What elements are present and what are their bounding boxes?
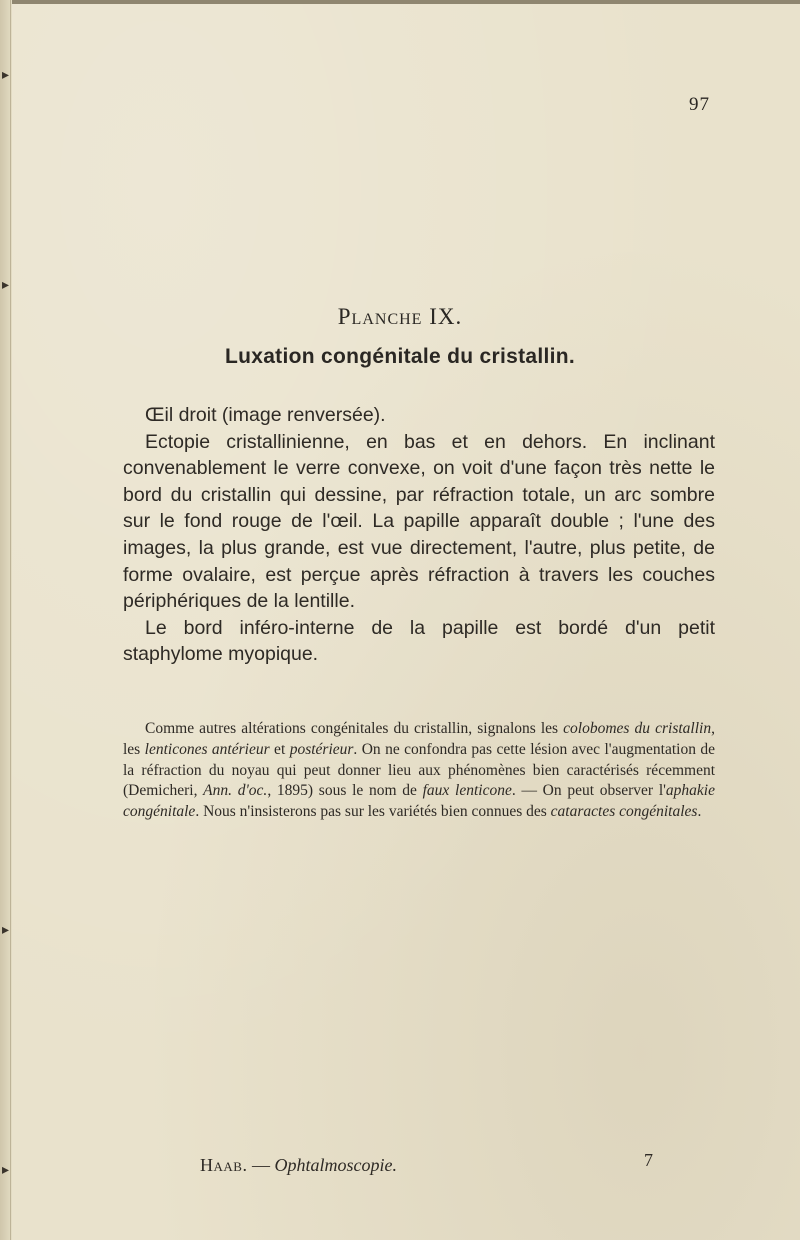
description-paragraph: Le bord inféro-interne de la papille est bordé d'un petit staphylome myopique. <box>123 616 715 666</box>
description-paragraph: Œil droit (image renversée). <box>145 404 386 426</box>
signature-mark: 7 <box>644 1150 653 1170</box>
note-text: . <box>697 803 702 821</box>
note-text: . — On peut observer l' <box>511 782 666 800</box>
note-text: , 1895) sous le nom de <box>267 782 423 800</box>
top-page-edge <box>0 0 800 4</box>
footer-dash: — <box>247 1155 275 1175</box>
note-text: . Nous n'insisterons pas sur les variétés bien connues des <box>195 803 551 821</box>
margin-tack-mark: ▸ <box>2 923 10 938</box>
note-italic-term: postérieur <box>289 740 354 758</box>
note-italic-term: faux lenticone <box>422 782 512 800</box>
plate-description <box>123 402 715 668</box>
page-number: 97 <box>689 94 710 115</box>
note-text: . On ne confondra pas cette lésion avec l'augmentation de la réfraction du noyau qui peut donner lieu aux phénomènes bien caractérisés récemment (Demicheri, <box>123 740 716 800</box>
binding-line <box>10 0 11 1240</box>
note-text: , les <box>123 720 715 758</box>
plate-title: Planche IX. <box>337 304 463 329</box>
note-italic-term: Ann. d'oc. <box>203 782 268 800</box>
note-paragraph <box>123 719 715 823</box>
description-paragraph: Ectopie cristallinienne, en bas et en dehors. En inclinant convenablement le verre convexe, on voit d'une façon très nette le bord du cristallin qui dessine, par réfraction totale, un arc sombre sur le fond rouge de l'œil. La papille apparaît double ; l'une des images, la plus grande, est vue directement, l'autre, plus petite, de forme ovalaire, est perçue après réfraction à travers les couches périphériques de la lentille. <box>123 430 715 613</box>
note-italic-term: aphakie congénitale <box>123 782 715 821</box>
margin-tack-mark: ▸ <box>2 68 10 83</box>
note-italic-term: cataractes congénitales <box>550 803 698 821</box>
note-italic-term: colobomes du cristallin <box>563 720 712 737</box>
note-text: et <box>269 740 290 758</box>
margin-tack-mark: ▸ <box>2 1163 10 1178</box>
running-footer <box>200 1155 397 1176</box>
footer-author: Haab. <box>200 1155 248 1175</box>
note-italic-term: lenticones antérieur <box>144 740 270 758</box>
plate-subtitle: Luxation congénitale du cristallin. <box>224 345 576 368</box>
footer-book-title: Ophtalmoscopie. <box>274 1155 397 1175</box>
note-text: Comme autres altérations congénitales du cristallin, signalons les <box>145 720 564 737</box>
commentary-note <box>123 719 715 823</box>
margin-tack-mark: ▸ <box>2 278 10 293</box>
